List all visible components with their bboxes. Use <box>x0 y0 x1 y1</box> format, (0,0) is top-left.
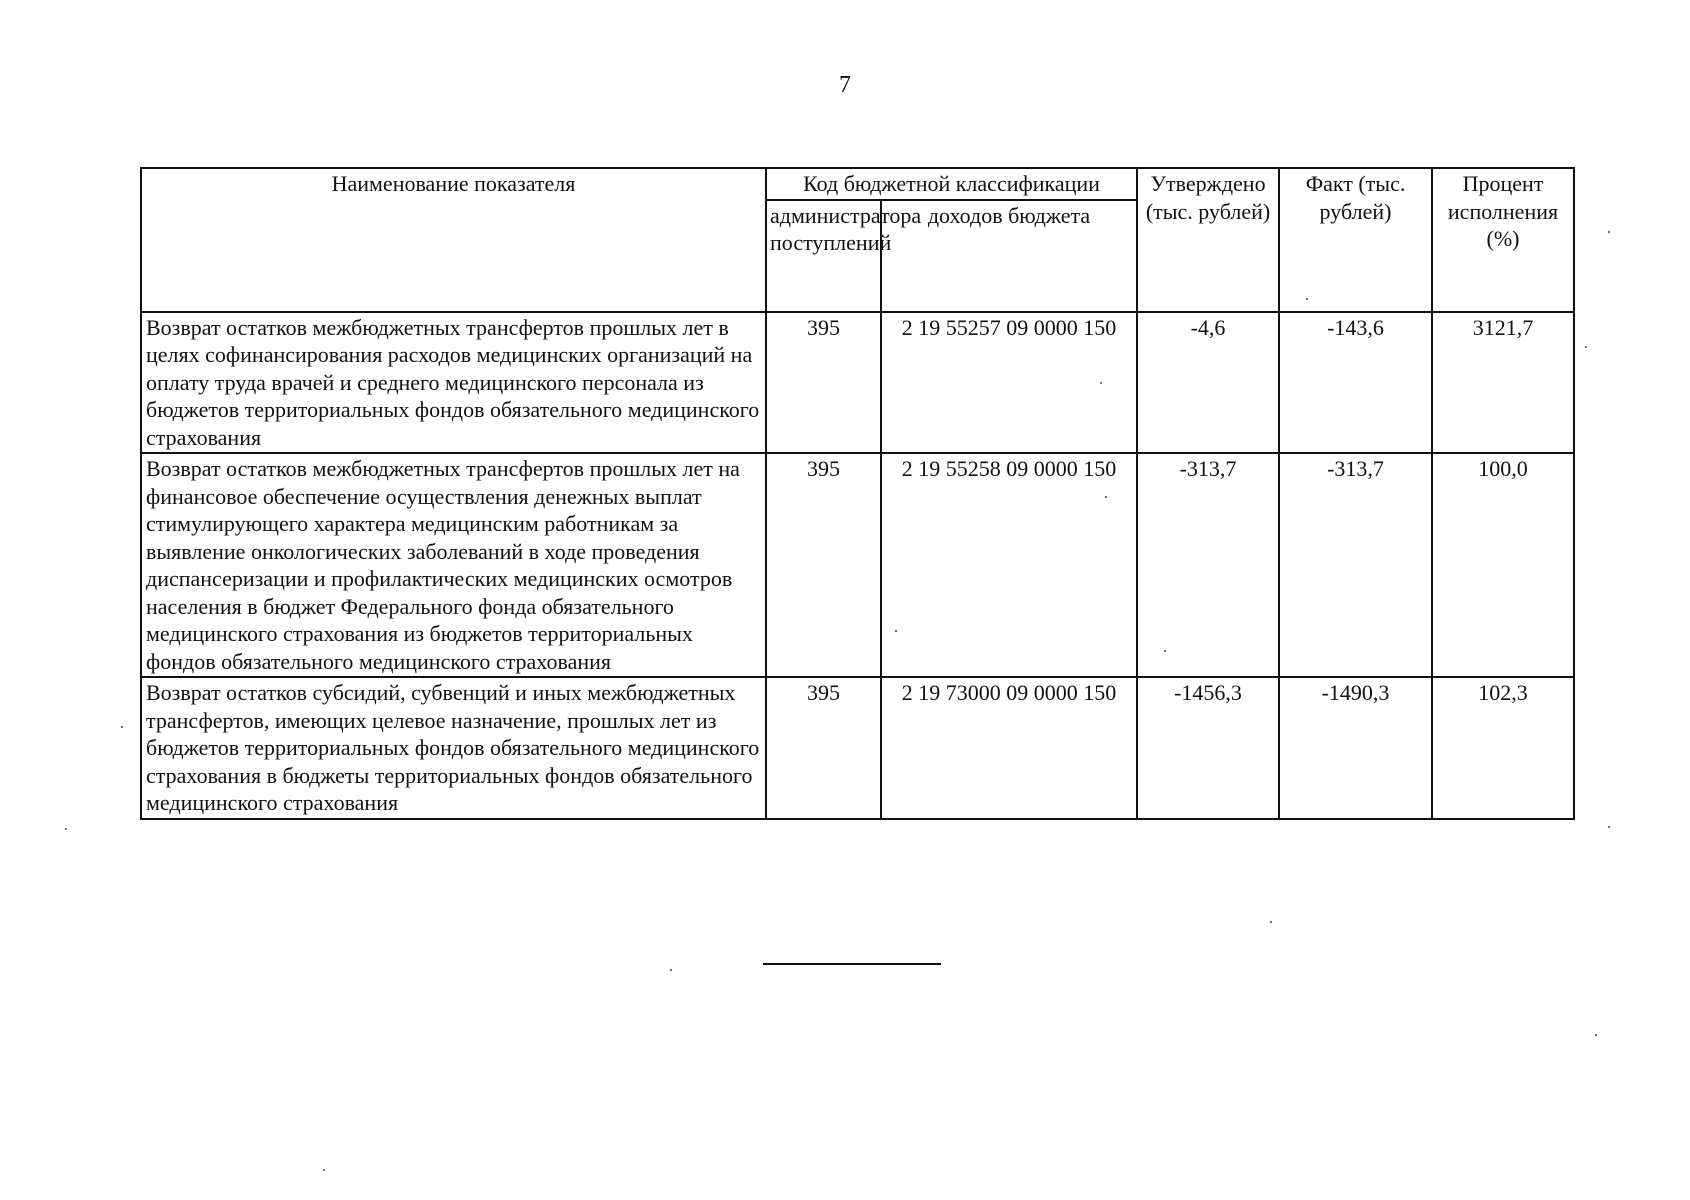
header-code-group: Код бюджетной классификации <box>766 168 1137 200</box>
row-percent: 102,3 <box>1432 677 1574 819</box>
scan-speck <box>1105 496 1107 498</box>
scan-speck <box>1585 346 1587 348</box>
row-fact: -143,6 <box>1279 312 1432 454</box>
scan-speck <box>1306 298 1308 300</box>
row-name: Возврат остатков межбюджетных трансфертов прошлых лет на финансовое обеспечение осуществления денежных выплат стимулирующего характера медицинским работникам за выявление онкологических заболеваний в ходе проведения диспансеризации и профилактических медицинских осмотров населения в бюджет Федерального фонда обязательного медицинского страхования из бюджетов территориальных фондов обязательного медицинского страхования <box>141 453 766 677</box>
scan-speck <box>1608 231 1610 233</box>
table-row <box>141 677 1574 819</box>
scan-speck <box>1270 921 1272 923</box>
row-approved: -313,7 <box>1137 453 1279 677</box>
row-admin-code: 395 <box>766 677 881 819</box>
footer-separator-line <box>763 963 941 965</box>
row-fact: -1490,3 <box>1279 677 1432 819</box>
budget-income-table <box>140 167 1575 820</box>
row-name: Возврат остатков межбюджетных трансфертов прошлых лет в целях софинансирования расходов медицинских организаций на оплату труда врачей и среднего медицинского персонала из бюджетов территориальных фондов обязательного медицинского страхования <box>141 312 766 454</box>
table-row <box>141 453 1574 677</box>
header-fact: Факт (тыс. рублей) <box>1279 168 1432 312</box>
table-row <box>141 312 1574 454</box>
scan-speck <box>65 828 67 830</box>
table-header-row <box>141 168 1574 200</box>
header-code-income: доходов бюджета <box>881 200 1137 312</box>
row-admin-code: 395 <box>766 453 881 677</box>
header-percent: Процент исполнения (%) <box>1432 168 1574 312</box>
scan-speck <box>323 1169 325 1171</box>
row-percent: 100,0 <box>1432 453 1574 677</box>
page-number: 7 <box>839 72 851 98</box>
row-approved: -4,6 <box>1137 312 1279 454</box>
scan-speck <box>1164 650 1166 652</box>
header-approved: Утверждено (тыс. рублей) <box>1137 168 1279 312</box>
row-income-code: 2 19 73000 09 0000 150 <box>881 677 1137 819</box>
scan-speck <box>1595 1034 1597 1036</box>
header-name: Наименование показателя <box>141 168 766 312</box>
row-income-code: 2 19 55258 09 0000 150 <box>881 453 1137 677</box>
row-admin-code: 395 <box>766 312 881 454</box>
scan-speck <box>670 969 672 971</box>
scan-speck <box>1608 826 1610 828</box>
row-income-code: 2 19 55257 09 0000 150 <box>881 312 1137 454</box>
row-fact: -313,7 <box>1279 453 1432 677</box>
scan-speck <box>1100 382 1102 384</box>
row-name: Возврат остатков субсидий, субвенций и иных межбюджетных трансфертов, имеющих целевое назначение, прошлых лет из бюджетов территориальных фондов обязательного медицинского страхования в бюджеты территориальных фондов обязательного медицинского страхования <box>141 677 766 819</box>
row-approved: -1456,3 <box>1137 677 1279 819</box>
scan-speck <box>895 630 897 632</box>
row-percent: 3121,7 <box>1432 312 1574 454</box>
scan-speck <box>121 726 123 728</box>
header-code-admin: администратора поступлений <box>766 200 881 312</box>
